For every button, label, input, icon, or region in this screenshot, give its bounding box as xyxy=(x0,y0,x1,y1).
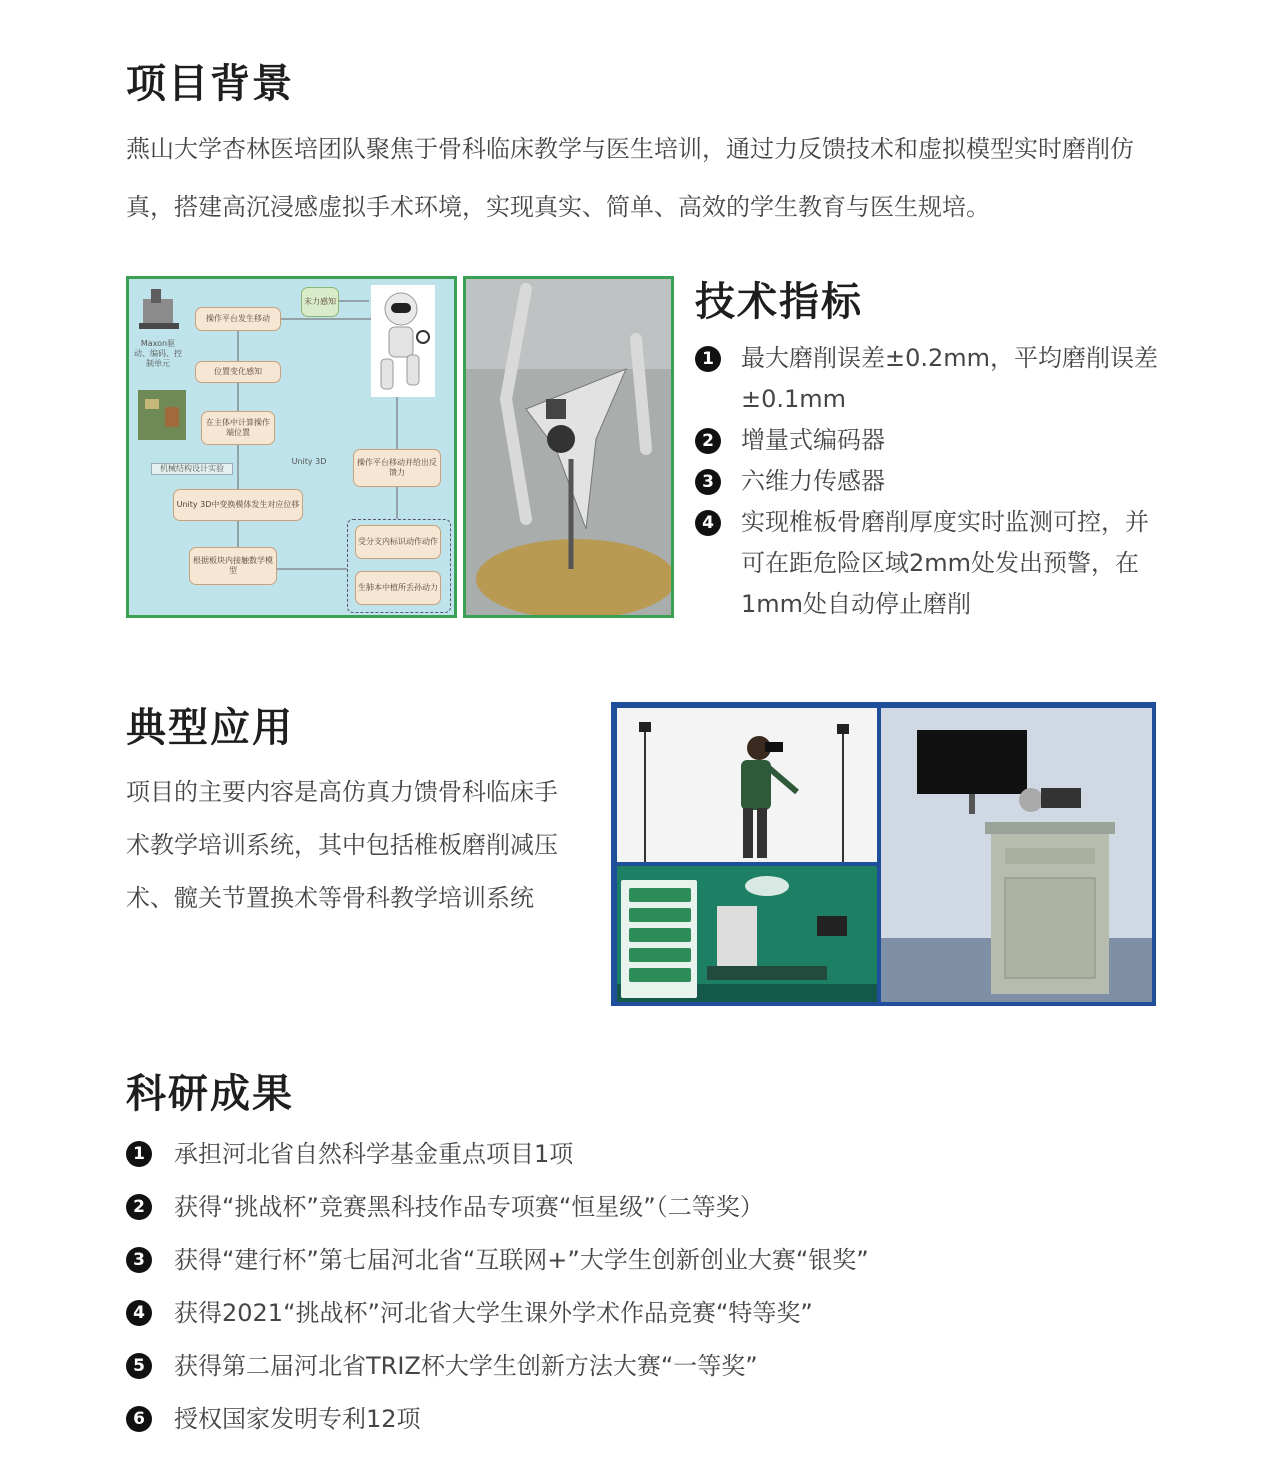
number-badge-icon: 5 xyxy=(126,1353,152,1379)
flow-node-branch-action: 受分支内标识动作动作 xyxy=(355,525,441,559)
application-paragraph: 项目的主要内容是高仿真力馈骨科临床手术教学培训系统，其中包括椎板磨削减压术、髋关节置换术等骨科教学培训系统 xyxy=(126,778,558,912)
flow-node-unity-displacement: Unity 3D中变换模体发生对应位移 xyxy=(173,489,303,521)
unity-label: Unity 3D xyxy=(291,457,327,466)
flow-node-feedback: 操作平台移动并给出反馈力 xyxy=(353,449,441,487)
flow-node-force-output: 生肺本中植所丢孙动力 xyxy=(355,571,441,605)
list-item xyxy=(126,1393,1166,1446)
flow-node-platform-move: 操作平台发生移动 xyxy=(195,307,281,331)
list-item xyxy=(695,338,1165,420)
vr-training-photo xyxy=(617,708,877,862)
flow-node-position-sense: 位置变化感知 xyxy=(195,361,281,383)
tech-item-text: 最大磨削误差±0.2mm，平均磨削误差±0.1mm xyxy=(741,344,1159,413)
number-badge-icon: 1 xyxy=(695,346,721,372)
number-badge-icon: 3 xyxy=(695,469,721,495)
list-item xyxy=(695,502,1165,625)
result-item-text: 获得“建行杯”第七届河北省“互联网+”大学生创新创业大赛“银奖” xyxy=(174,1246,869,1274)
tech-item-text: 增量式编码器 xyxy=(741,426,885,454)
section-title-results: 科研成果 xyxy=(126,1071,294,1117)
number-badge-icon: 4 xyxy=(695,510,721,536)
menu-panel xyxy=(621,880,697,998)
haptic-device-photo xyxy=(463,276,674,618)
section-title-application: 典型应用 xyxy=(126,705,294,751)
tech-item-text: 实现椎板骨磨削厚度实时监测可控，并可在距危险区域2mm处发出预警，在1mm处自动停止磨削 xyxy=(741,508,1149,618)
virtual-operating-room-photo xyxy=(617,866,877,1004)
number-badge-icon: 3 xyxy=(126,1247,152,1273)
list-item xyxy=(126,1340,1166,1393)
background-paragraph: 燕山大学杏林医培团队聚焦于骨科临床教学与医生培训，通过力反馈技术和虚拟模型实时磨削仿真，搭建高沉浸感虚拟手术环境，实现真实、简单、高效的学生教育与医生规培。 xyxy=(126,135,1134,221)
system-flowchart-image xyxy=(126,276,457,618)
list-item xyxy=(695,461,1165,502)
result-item-text: 授权国家发明专利12项 xyxy=(174,1405,421,1433)
tech-spec-list xyxy=(695,338,1165,625)
number-badge-icon: 2 xyxy=(126,1194,152,1220)
result-item-text: 获得第二届河北省TRIZ杯大学生创新方法大赛“一等奖” xyxy=(174,1352,758,1380)
list-item xyxy=(695,420,1165,461)
number-badge-icon: 2 xyxy=(695,428,721,454)
list-item xyxy=(126,1287,1166,1340)
number-badge-icon: 4 xyxy=(126,1300,152,1326)
section-title-tech: 技术指标 xyxy=(695,279,863,325)
result-item-text: 获得2021“挑战杯”河北省大学生课外学术作品竞赛“特等奖” xyxy=(174,1299,813,1327)
list-item xyxy=(126,1128,1166,1181)
tech-item-text: 六维力传感器 xyxy=(741,467,885,495)
result-item-text: 承担河北省自然科学基金重点项目1项 xyxy=(174,1140,574,1168)
flow-node-force-sense: 末力感知 xyxy=(301,287,339,317)
list-item xyxy=(126,1181,1166,1234)
result-item-text: 获得“挑战杯”竞赛黑科技作品专项赛“恒星级”（二等奖） xyxy=(174,1193,764,1221)
results-list xyxy=(126,1128,1166,1446)
flow-arrows xyxy=(129,279,454,615)
flow-node-contact-model: 根据板块内接触数学模型 xyxy=(189,547,277,585)
flow-node-compute-position: 在主体中计算操作端位置 xyxy=(201,411,275,445)
training-cabinet-photo xyxy=(881,708,1154,1004)
list-item xyxy=(126,1234,1166,1287)
hardware-label: Maxon驱动、编码、控制单元 xyxy=(134,339,182,368)
mechanical-design-label: 机械结构设计实验 xyxy=(151,463,233,475)
section-title-background: 项目背景 xyxy=(126,61,294,107)
number-badge-icon: 6 xyxy=(126,1406,152,1432)
application-photo-collage xyxy=(611,702,1156,1006)
number-badge-icon: 1 xyxy=(126,1141,152,1167)
